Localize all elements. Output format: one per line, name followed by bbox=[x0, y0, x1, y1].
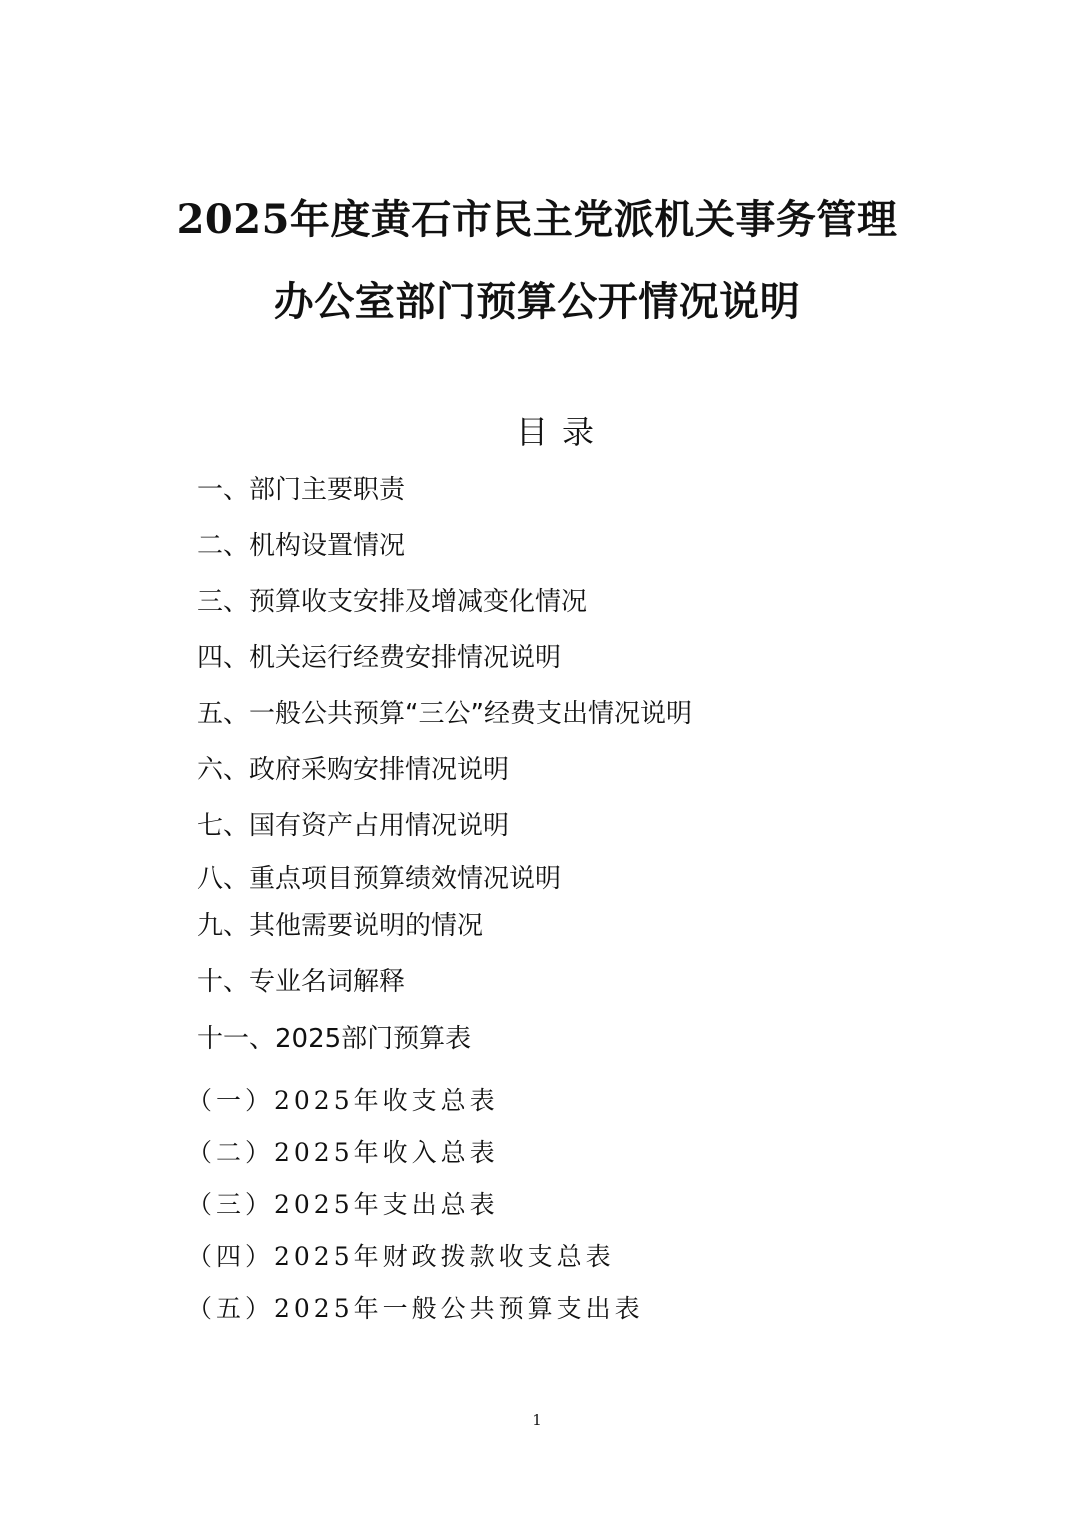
toc-item-1: 一、部门主要职责 bbox=[197, 475, 406, 505]
toc-item-9: 九、其他需要说明的情况 bbox=[197, 911, 484, 941]
document-title-line-2: 办公室部门预算公开情况说明 bbox=[273, 278, 801, 325]
toc-subitem-2: （二）2025年收入总表 bbox=[187, 1138, 499, 1167]
toc-item-4: 四、机关运行经费安排情况说明 bbox=[197, 643, 562, 673]
toc-item-11: 十一、2025部门预算表 bbox=[197, 1024, 472, 1054]
toc-item-8: 八、重点项目预算绩效情况说明 bbox=[197, 864, 562, 894]
toc-item-7: 七、国有资产占用情况说明 bbox=[197, 811, 510, 841]
toc-item-10: 十、专业名词解释 bbox=[197, 967, 406, 997]
toc-subitem-1: （一）2025年收支总表 bbox=[187, 1086, 499, 1115]
toc-item-5: 五、一般公共预算“三公”经费支出情况说明 bbox=[197, 699, 692, 729]
toc-subitem-5: （五）2025年一般公共预算支出表 bbox=[187, 1294, 644, 1323]
toc-item-6: 六、政府采购安排情况说明 bbox=[197, 755, 510, 785]
document-title-line-1: 2025年度黄石市民主党派机关事务管理 bbox=[176, 196, 898, 243]
toc-subitem-4: （四）2025年财政拨款收支总表 bbox=[187, 1242, 615, 1271]
toc-subitem-3: （三）2025年支出总表 bbox=[187, 1190, 499, 1219]
page-number: 1 bbox=[532, 1411, 542, 1429]
toc-item-3: 三、预算收支安排及增减变化情况 bbox=[197, 587, 588, 617]
toc-heading: 目录 bbox=[515, 413, 608, 451]
toc-item-2: 二、机构设置情况 bbox=[197, 531, 406, 561]
